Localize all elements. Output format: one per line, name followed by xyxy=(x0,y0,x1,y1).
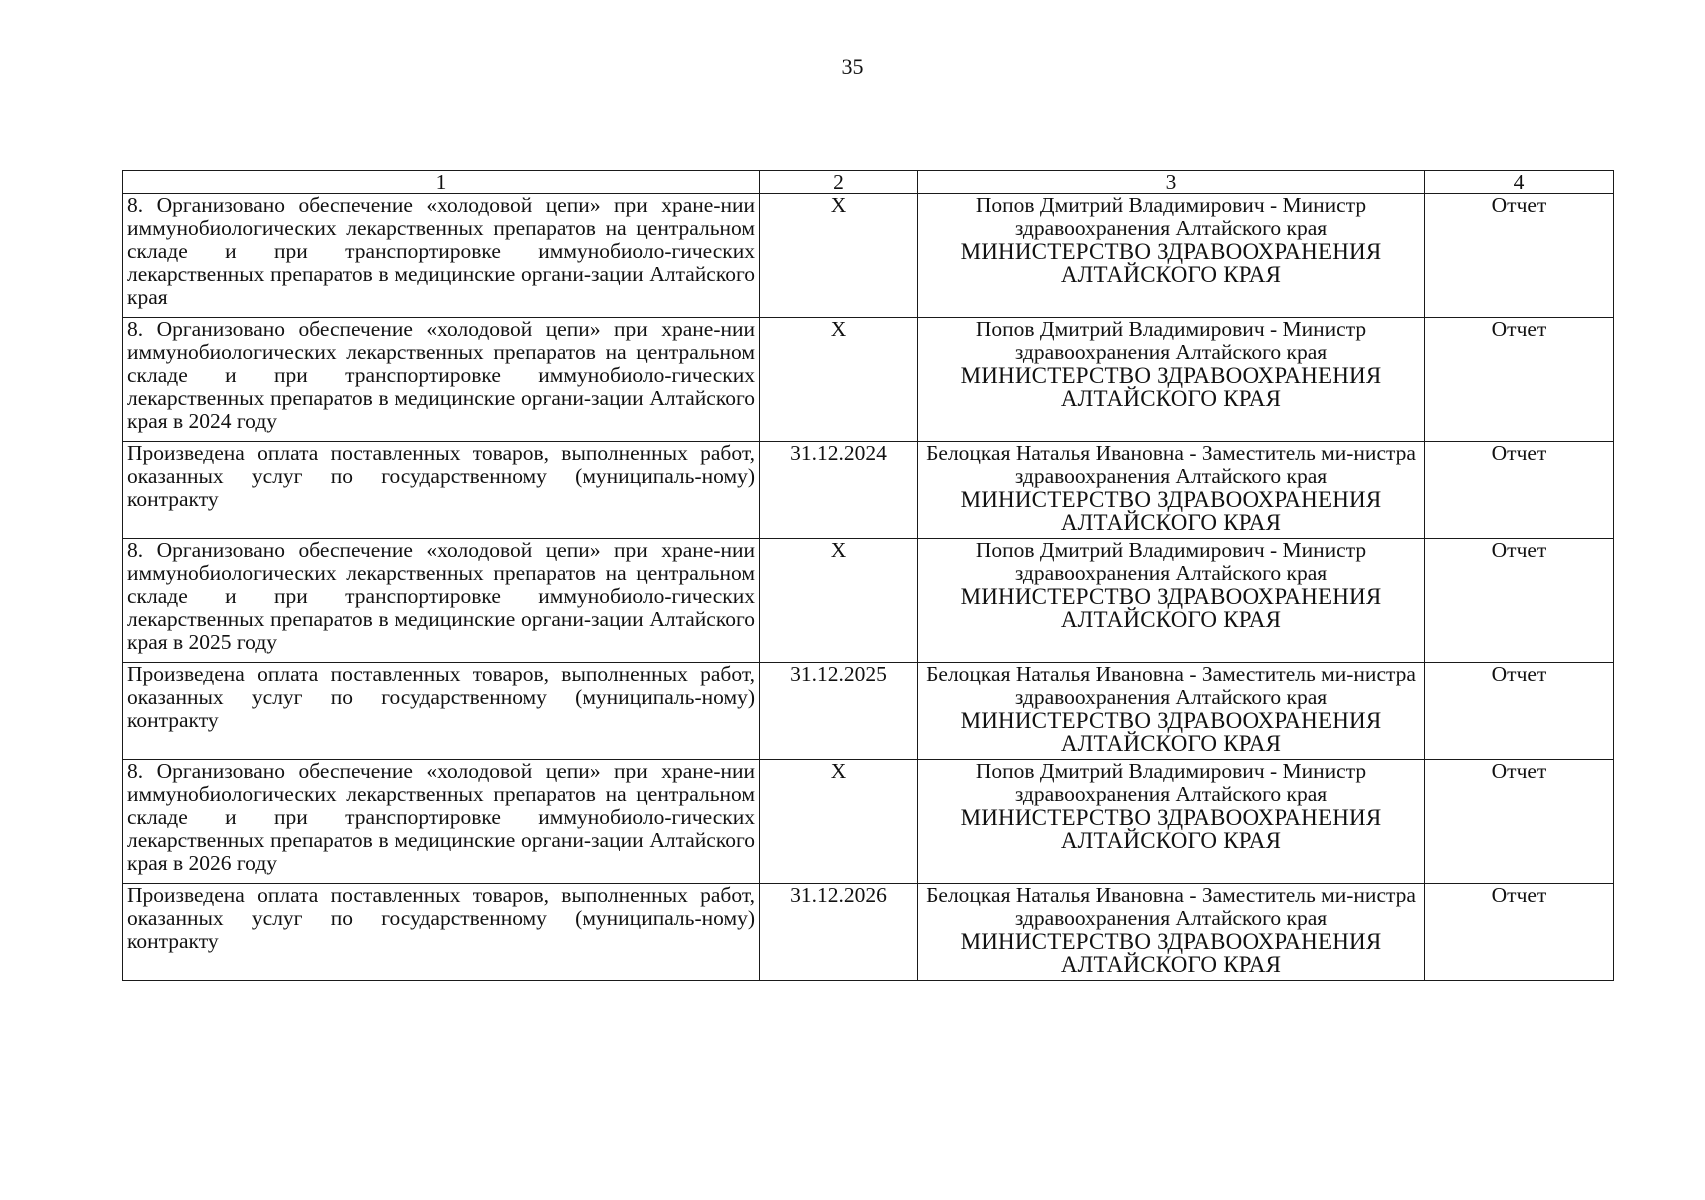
responsible-organization: МИНИСТЕРСТВО ЗДРАВООХРАНЕНИЯ АЛТАЙСКОГО КРАЯ xyxy=(960,239,1382,287)
responsible-cell xyxy=(918,884,1425,981)
responsible-person: Белоцкая Наталья Ивановна - Заместитель ми-нистра здравоохранения Алтайского края xyxy=(926,441,1416,488)
document-type: Отчет xyxy=(1425,539,1614,663)
responsible-cell xyxy=(918,663,1425,760)
event-description: 8. Организовано обеспечение «холодовой цепи» при хране-нии иммунобиологических лекарственных препаратов на центральном складе и при транспортировке иммунобиоло-гических лекарственных препаратов в медицинские органи-зации Алтайского края в 2026 году xyxy=(123,760,760,884)
responsible-person: Белоцкая Наталья Ивановна - Заместитель ми-нистра здравоохранения Алтайского края xyxy=(926,883,1416,930)
responsible-organization: МИНИСТЕРСТВО ЗДРАВООХРАНЕНИЯ АЛТАЙСКОГО КРАЯ xyxy=(960,929,1382,977)
responsible-cell xyxy=(918,194,1425,318)
responsible-cell xyxy=(918,318,1425,442)
document-type: Отчет xyxy=(1425,194,1614,318)
deadline-date: 31.12.2025 xyxy=(760,663,918,760)
table-row xyxy=(123,884,1614,981)
event-description: Произведена оплата поставленных товаров, выполненных работ, оказанных услуг по государственному (муниципаль-ному) контракту xyxy=(123,663,760,760)
table-row xyxy=(123,539,1614,663)
page-number: 35 xyxy=(841,54,864,79)
responsible-person: Попов Дмитрий Владимирович - Министр здравоохранения Алтайского края xyxy=(975,538,1367,585)
deadline-date: 31.12.2024 xyxy=(760,442,918,539)
table-header-row xyxy=(123,171,1614,194)
responsible-person: Белоцкая Наталья Ивановна - Заместитель ми-нистра здравоохранения Алтайского края xyxy=(926,662,1416,709)
column-header-2: 2 xyxy=(760,171,918,194)
deadline-date: X xyxy=(760,760,918,884)
column-header-3: 3 xyxy=(918,171,1425,194)
event-description: 8. Организовано обеспечение «холодовой цепи» при хране-нии иммунобиологических лекарственных препаратов на центральном складе и при транспортировке иммунобиоло-гических лекарственных препаратов в медицинские органи-зации Алтайского края xyxy=(123,194,760,318)
document-type: Отчет xyxy=(1425,663,1614,760)
responsible-organization: МИНИСТЕРСТВО ЗДРАВООХРАНЕНИЯ АЛТАЙСКОГО КРАЯ xyxy=(960,363,1382,411)
column-header-4: 4 xyxy=(1425,171,1614,194)
responsible-person: Попов Дмитрий Владимирович - Министр здравоохранения Алтайского края xyxy=(975,193,1367,240)
deadline-date: X xyxy=(760,539,918,663)
responsible-cell xyxy=(918,760,1425,884)
responsible-organization: МИНИСТЕРСТВО ЗДРАВООХРАНЕНИЯ АЛТАЙСКОГО КРАЯ xyxy=(960,487,1382,535)
event-description: 8. Организовано обеспечение «холодовой цепи» при хране-нии иммунобиологических лекарственных препаратов на центральном складе и при транспортировке иммунобиоло-гических лекарственных препаратов в медицинские органи-зации Алтайского края в 2024 году xyxy=(123,318,760,442)
responsible-organization: МИНИСТЕРСТВО ЗДРАВООХРАНЕНИЯ АЛТАЙСКОГО КРАЯ xyxy=(960,584,1382,632)
responsible-person: Попов Дмитрий Владимирович - Министр здравоохранения Алтайского края xyxy=(975,759,1367,806)
event-description: 8. Организовано обеспечение «холодовой цепи» при хране-нии иммунобиологических лекарственных препаратов на центральном складе и при транспортировке иммунобиоло-гических лекарственных препаратов в медицинские органи-зации Алтайского края в 2025 году xyxy=(123,539,760,663)
table-row xyxy=(123,442,1614,539)
deadline-date: X xyxy=(760,318,918,442)
plan-table xyxy=(122,170,1614,981)
table-row xyxy=(123,318,1614,442)
responsible-person: Попов Дмитрий Владимирович - Министр здравоохранения Алтайского края xyxy=(975,317,1367,364)
document-type: Отчет xyxy=(1425,318,1614,442)
responsible-organization: МИНИСТЕРСТВО ЗДРАВООХРАНЕНИЯ АЛТАЙСКОГО КРАЯ xyxy=(960,805,1382,853)
column-header-1: 1 xyxy=(123,171,760,194)
responsible-cell xyxy=(918,442,1425,539)
event-description: Произведена оплата поставленных товаров, выполненных работ, оказанных услуг по государственному (муниципаль-ному) контракту xyxy=(123,884,760,981)
table-row xyxy=(123,663,1614,760)
deadline-date: 31.12.2026 xyxy=(760,884,918,981)
table-row xyxy=(123,194,1614,318)
document-type: Отчет xyxy=(1425,884,1614,981)
responsible-cell xyxy=(918,539,1425,663)
table-row xyxy=(123,760,1614,884)
document-type: Отчет xyxy=(1425,760,1614,884)
document-type: Отчет xyxy=(1425,442,1614,539)
responsible-organization: МИНИСТЕРСТВО ЗДРАВООХРАНЕНИЯ АЛТАЙСКОГО КРАЯ xyxy=(960,708,1382,756)
event-description: Произведена оплата поставленных товаров, выполненных работ, оказанных услуг по государственному (муниципаль-ному) контракту xyxy=(123,442,760,539)
deadline-date: X xyxy=(760,194,918,318)
